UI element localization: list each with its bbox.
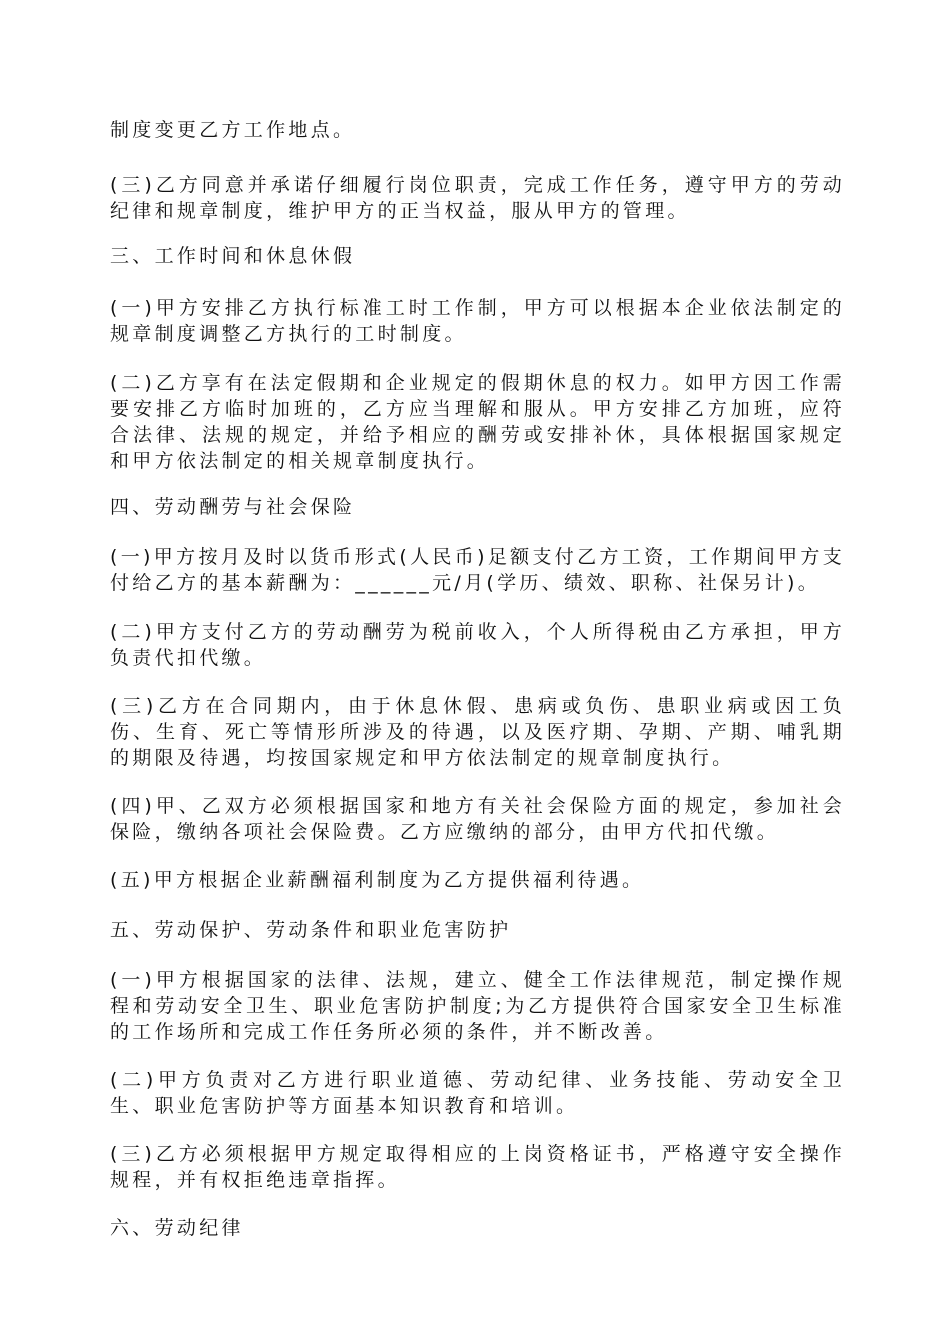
clause-5-1: (一)甲方根据国家的法律、法规，建立、健全工作法律规范，制定操作规程和劳动安全卫生、职业危害防护制度;为乙方提供符合国家安全卫生标准的工作场所和完成工作任务所必须的条件，并不断改善。: [110, 969, 845, 1043]
clause-3-1: (一)甲方安排乙方执行标准工时工作制，甲方可以根据本企业依法制定的规章制度调整乙方执行的工时制度。: [110, 297, 845, 345]
clause-4-1: (一)甲方按月及时以货币形式(人民币)足额支付乙方工资，工作期间甲方支付给乙方的基本薪酬为：______元/月(学历、绩效、职称、社保另计)。: [110, 546, 845, 594]
paragraph-continuation: 制度变更乙方工作地点。: [110, 119, 356, 141]
section-heading-3: 三、工作时间和休息休假: [110, 245, 356, 267]
clause-3-2: (二)乙方享有在法定假期和企业规定的假期休息的权力。如甲方因工作需要安排乙方临时加班的，乙方应当理解和服从。甲方安排乙方加班，应符合法律、法规的规定，并给予相应的酬劳或安排补休，具体根据国家规定和甲方依法制定的相关规章制度执行。: [110, 372, 845, 472]
clause-5-3: (三)乙方必须根据甲方规定取得相应的上岗资格证书，严格遵守安全操作规程，并有权拒绝违章指挥。: [110, 1143, 845, 1191]
section-heading-6: 六、劳动纪律: [110, 1217, 244, 1239]
clause-4-3: (三)乙方在合同期内，由于休息休假、患病或负伤、患职业病或因工负伤、生育、死亡等情形所涉及的待遇，以及医疗期、孕期、产期、哺乳期的期限及待遇，均按国家规定和甲方依法制定的规章制度执行。: [110, 695, 845, 769]
section-heading-4: 四、劳动酬劳与社会保险: [110, 496, 356, 518]
clause-4-4: (四)甲、乙双方必须根据国家和地方有关社会保险方面的规定，参加社会保险，缴纳各项社会保险费。乙方应缴纳的部分，由甲方代扣代缴。: [110, 795, 845, 843]
section-heading-5: 五、劳动保护、劳动条件和职业危害防护: [110, 919, 512, 941]
clause-4-5: (五)甲方根据企业薪酬福利制度为乙方提供福利待遇。: [110, 869, 645, 891]
clause-2-3: (三)乙方同意并承诺仔细履行岗位职责，完成工作任务，遵守甲方的劳动纪律和规章制度，维护甲方的正当权益，服从甲方的管理。: [110, 174, 845, 222]
clause-4-2: (二)甲方支付乙方的劳动酬劳为税前收入，个人所得税由乙方承担，甲方负责代扣代缴。: [110, 621, 845, 669]
clause-5-2: (二)甲方负责对乙方进行职业道德、劳动纪律、业务技能、劳动安全卫生、职业危害防护等方面基本知识教育和培训。: [110, 1069, 845, 1117]
